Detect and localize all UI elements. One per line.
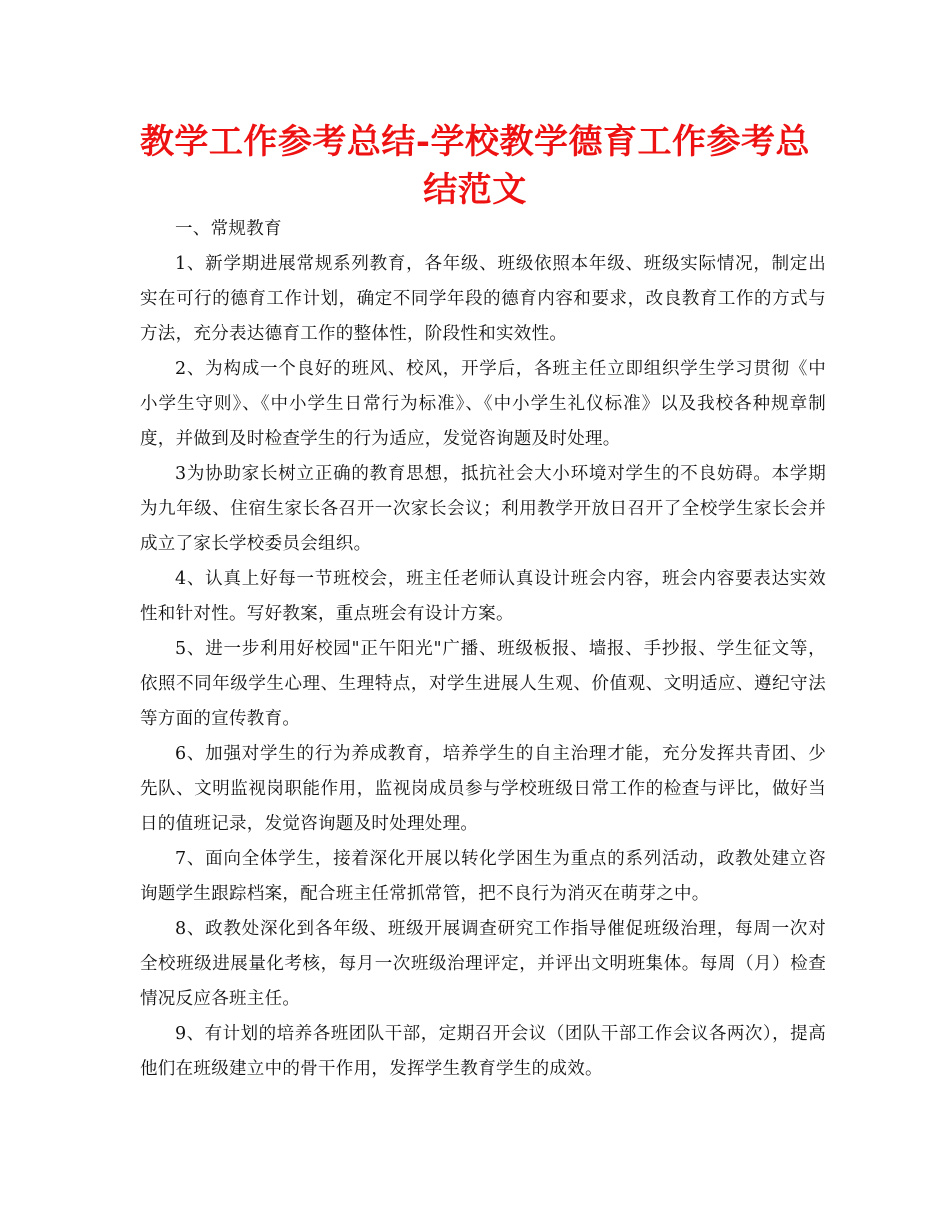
- document-body: [140, 212, 826, 1087]
- document-title: 教学工作参考总结-学校教学德育工作参考总结范文: [139, 122, 811, 210]
- paragraph-1: 1、新学期进展常规系列教育，各年级、班级依照本年级、班级实际情况，制定出实在可行的德育工作计划，确定不同学年段的德育内容和要求，改良教育工作的方式与方法，充分表达德育工作的整体性，阶段性和实效性。: [140, 254, 826, 344]
- paragraph-2: 2、为构成一个良好的班风、校风，开学后，各班主任立即组织学生学习贯彻《中小学生守则》、《中小学生日常行为标准》、《中小学生礼仪标准》以及我校各种规章制度，并做到及时检查学生的行为适应，发觉咨询题及时处理。: [140, 359, 826, 449]
- paragraph-7: 7、面向全体学生，接着深化开展以转化学困生为重点的系列活动，政教处建立咨询题学生跟踪档案，配合班主任常抓常管，把不良行为消灭在萌芽之中。: [140, 849, 826, 904]
- paragraph-6: 6、加强对学生的行为养成教育，培养学生的自主治理才能，充分发挥共青团、少先队、文明监视岗职能作用，监视岗成员参与学校班级日常工作的检查与评比，做好当日的值班记录，发觉咨询题及时处理处理。: [140, 744, 826, 834]
- section-heading: 一、常规教育: [175, 219, 282, 239]
- paragraph-8: 8、政教处深化到各年级、班级开展调查研究工作指导催促班级治理，每周一次对全校班级进展量化考核，每月一次班级治理评定，并评出文明班集体。每周（月）检查情况反应各班主任。: [140, 919, 826, 1009]
- paragraph-5: 5、进一步利用好校园"正午阳光"广播、班级板报、墙报、手抄报、学生征文等，依照不同年级学生心理、生理特点，对学生进展人生观、价值观、文明适应、遵纪守法等方面的宣传教育。: [140, 639, 826, 729]
- paragraph-3: 3为协助家长树立正确的教育思想，抵抗社会大小环境对学生的不良妨碍。本学期为九年级、住宿生家长各召开一次家长会议；利用教学开放日召开了全校学生家长会并成立了家长学校委员会组织。: [140, 464, 826, 554]
- paragraph-9: 9、有计划的培养各班团队干部，定期召开会议（团队干部工作会议各两次），提高他们在班级建立中的骨干作用，发挥学生教育学生的成效。: [140, 1024, 826, 1079]
- paragraph-4: 4、认真上好每一节班校会，班主任老师认真设计班会内容，班会内容要表达实效性和针对性。写好教案，重点班会有设计方案。: [140, 569, 826, 624]
